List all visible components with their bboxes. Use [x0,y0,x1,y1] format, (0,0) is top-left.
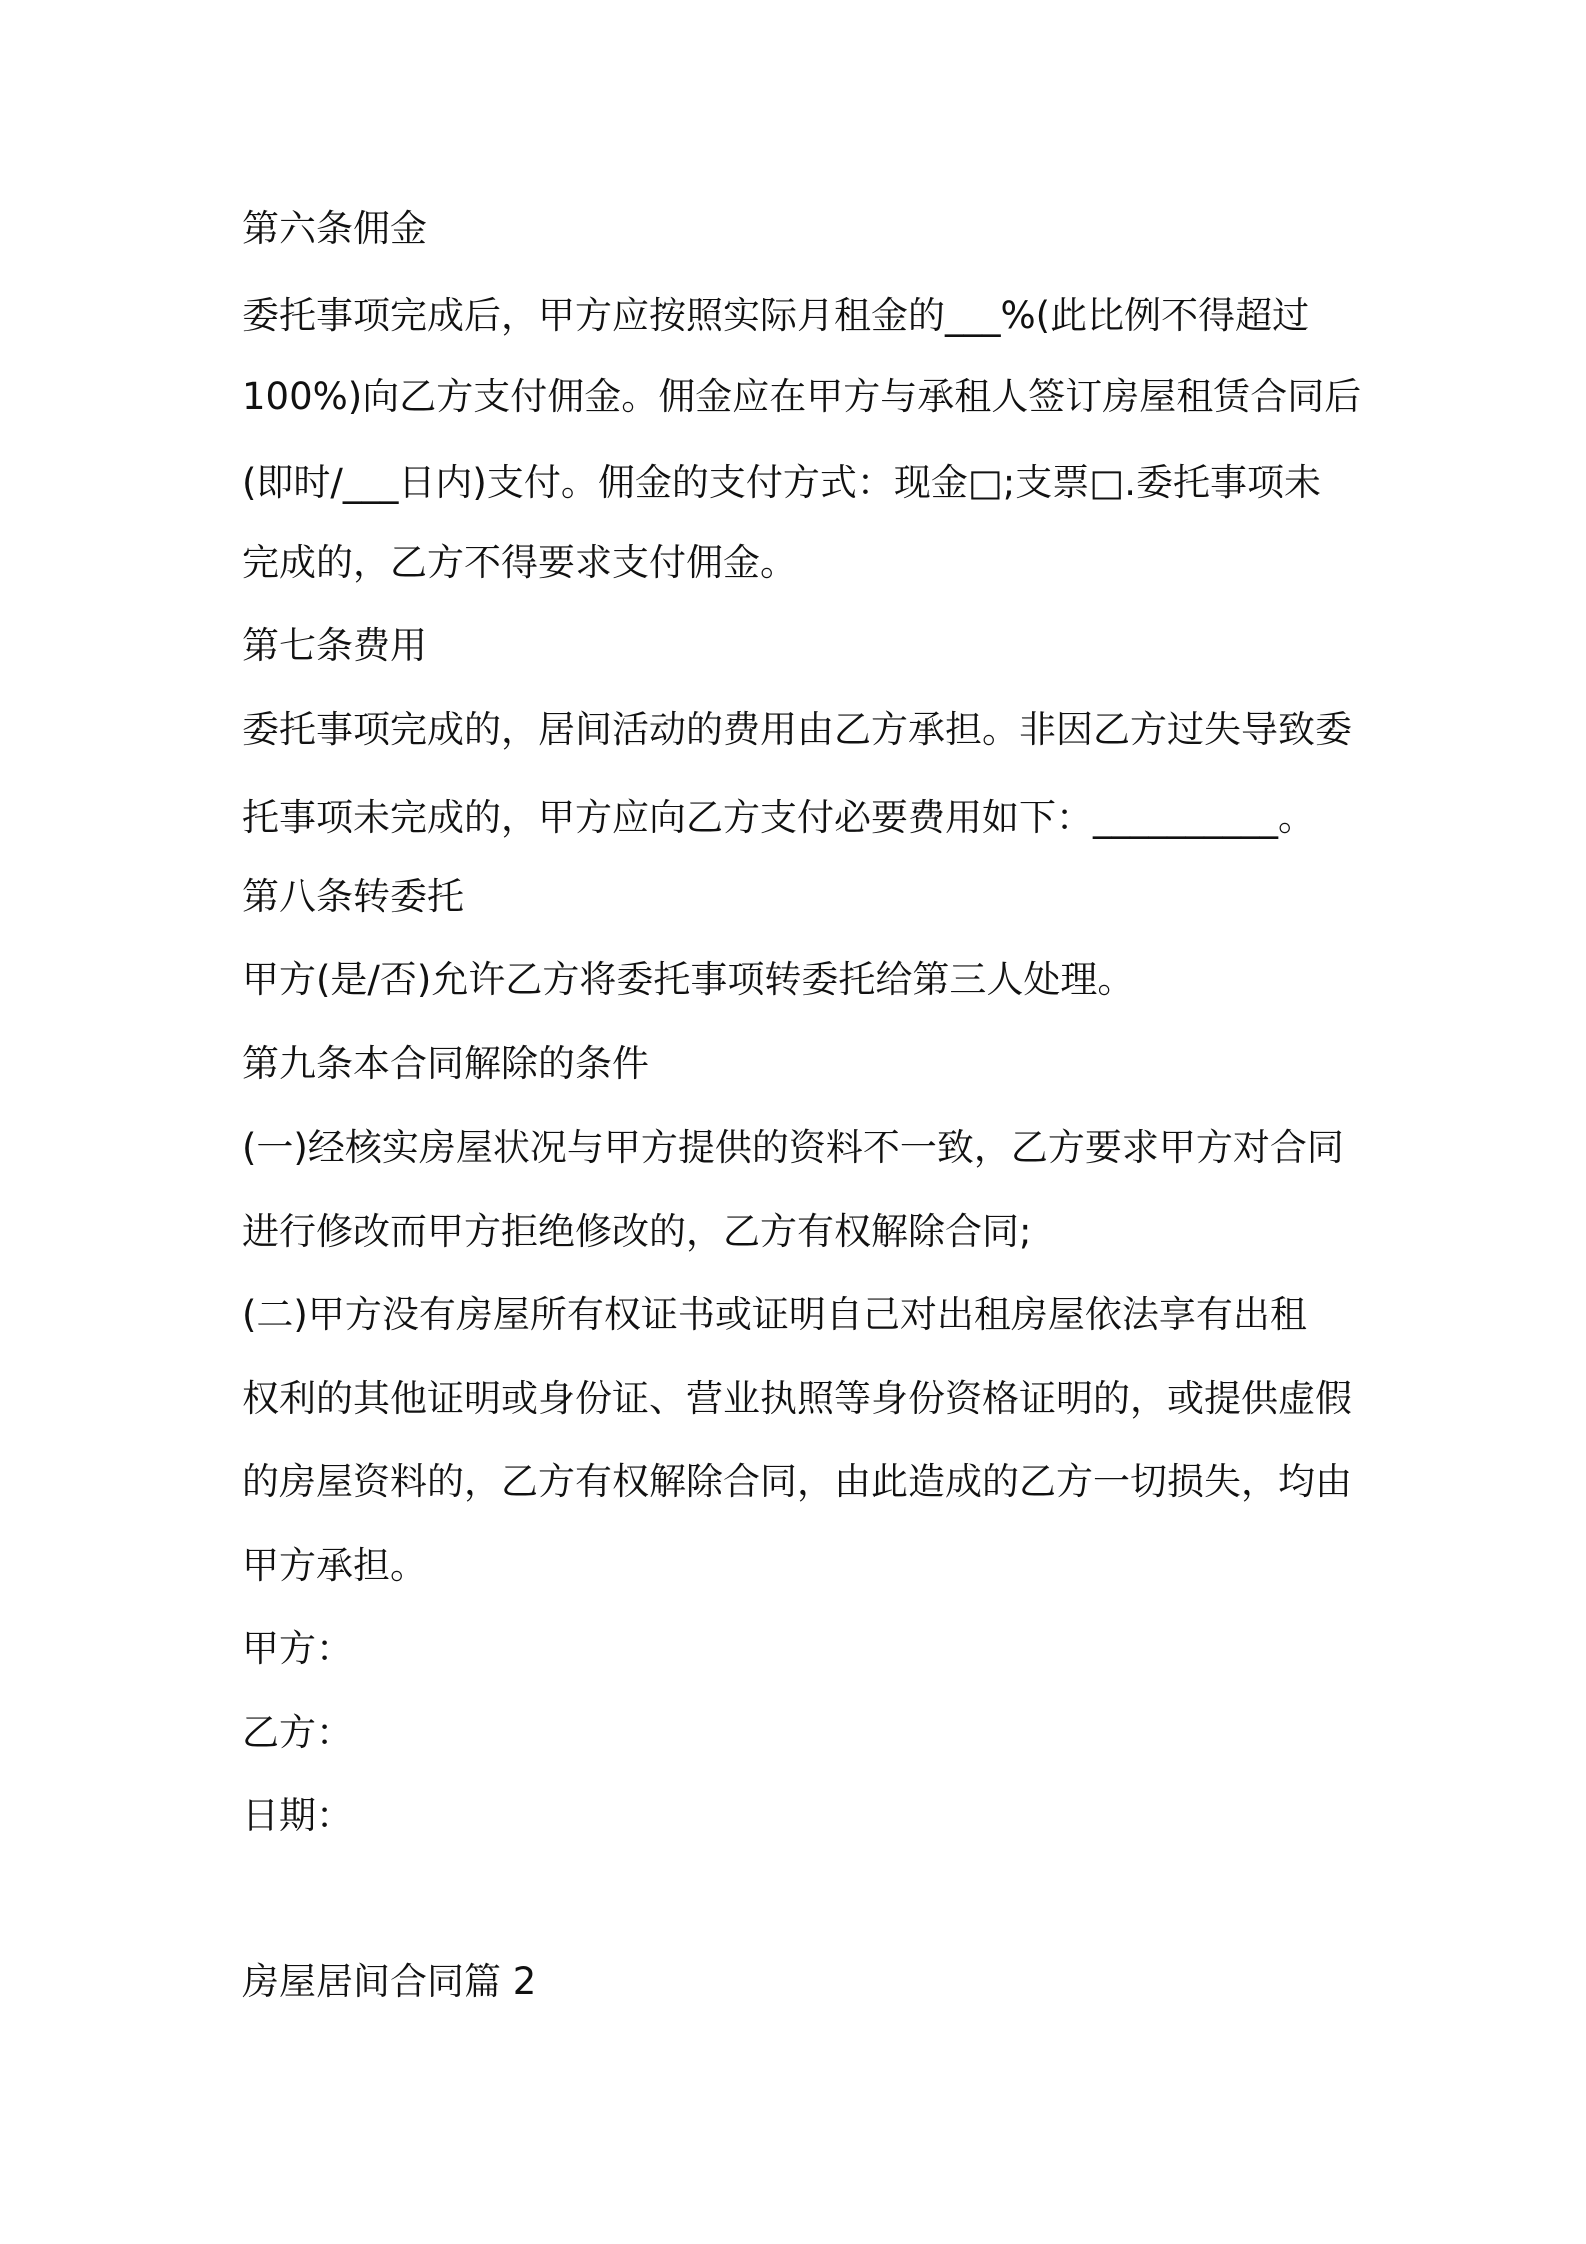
article-9-item-2-line-1: (二)甲方没有房屋所有权证书或证明自己对出租房屋依法享有出租 [242,1293,1307,1336]
article-7-text-line-1: 委托事项完成的，居间活动的费用由乙方承担。非因乙方过失导致委 [242,708,1352,751]
article-6-text-line-2: 100%)向乙方支付佣金。佣金应在甲方与承租人签订房屋租赁合同后 [242,375,1362,418]
article-8-text-line-1: 甲方(是/否)允许乙方将委托事项转委托给第三人处理。 [242,958,1135,1001]
article-9-item-2-line-4: 甲方承担。 [242,1544,427,1587]
article-9-heading: 第九条本合同解除的条件 [242,1042,649,1085]
next-section-title: 房屋居间合同篇 2 [242,1960,537,2003]
article-6-text-line-4: 完成的，乙方不得要求支付佣金。 [242,541,797,584]
article-6-heading: 第六条佣金 [242,207,427,250]
article-8-heading: 第八条转委托 [242,875,464,918]
article-9-item-1-line-2: 进行修改而甲方拒绝修改的，乙方有权解除合同; [242,1210,1032,1253]
party-b-signature-label: 乙方： [242,1711,353,1754]
article-6-text-line-3: (即时/___日内)支付。佣金的支付方式：现金□;支票□.委托事项未 [242,461,1321,504]
date-label: 日期： [242,1794,353,1837]
article-7-text-line-2: 托事项未完成的，甲方应向乙方支付必要费用如下：__________。 [242,796,1315,839]
party-a-signature-label: 甲方： [242,1627,353,1670]
article-9-item-1-line-1: (一)经核实房屋状况与甲方提供的资料不一致，乙方要求甲方对合同 [242,1126,1344,1169]
article-9-item-2-line-2: 权利的其他证明或身份证、营业执照等身份资格证明的，或提供虚假 [242,1377,1352,1420]
article-6-text-line-1: 委托事项完成后，甲方应按照实际月租金的___%(此比例不得超过 [242,294,1310,337]
article-7-heading: 第七条费用 [242,624,427,667]
article-9-item-2-line-3: 的房屋资料的，乙方有权解除合同，由此造成的乙方一切损失，均由 [242,1460,1352,1503]
